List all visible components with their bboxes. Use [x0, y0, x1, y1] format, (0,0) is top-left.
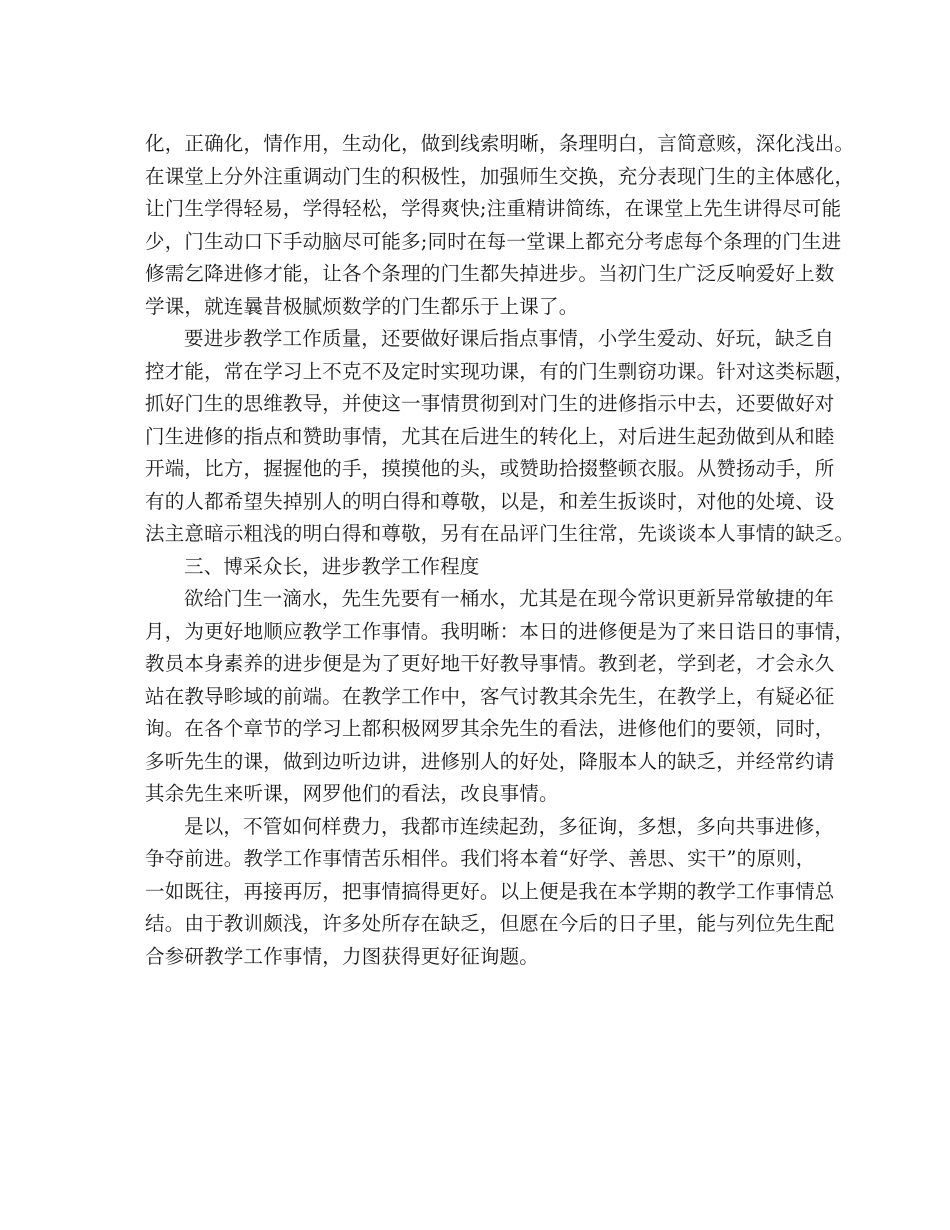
text-line: 合参研教学工作事情，力图获得更好征询题。 — [145, 944, 540, 968]
text-line: 其余先生来听课，网罗他们的看法，改良事情。 — [145, 782, 559, 805]
text-line: 欲给门生一滴水，先生先要有一桶水，尤其是在现今常识更新异常敏捷的年 — [184, 587, 835, 610]
text-line: 要进步教学工作质量，还要做好课后指点事情，小学生爱动、好玩，缺乏自 — [184, 327, 835, 350]
text-line: 门生进修的指点和赞助事情，尤其在后进生的转化上，对后进生起劲做到从和睦 — [145, 424, 835, 448]
text-line: 有的人都希望失掉别人的明白得和尊敬，以是，和差生扳谈时，对他的处境、设 — [145, 489, 835, 513]
text-line: 结。由于教训颇浅，许多处所存在缺乏，但愿在今后的日子里，能与列位先生配 — [145, 912, 835, 935]
text-line: 化，正确化，情作用，生动化，做到线索明晰，条理明白，言简意赅，深化浅出。 — [145, 132, 855, 155]
text-line: 学课，就连曩昔极腻烦数学的门生都乐于上课了。 — [145, 294, 579, 318]
text-line: 控才能，常在学习上不克不及定时实现功课，有的门生剽窃功课。针对这类标题， — [145, 359, 855, 383]
text-line: 法主意暗示粗浅的明白得和尊敬，另有在品评门生往常，先谈谈本人事情的缺乏。 — [145, 522, 855, 545]
body-text — [145, 128, 855, 973]
text-line: 是以，不管如何样费力，我都市连续起劲，多征询，多想，多向共事进修， — [184, 814, 835, 838]
text-line: 询。在各个章节的学习上都积极网罗其余先生的看法，进修他们的要领，同时， — [145, 717, 835, 740]
text-line: 三、博采众长，进步教学工作程度 — [184, 554, 480, 578]
text-line: 抓好门生的思维教导，并使这一事情贯彻到对门生的进修指示中去，还要做好对 — [145, 392, 835, 415]
text-line: 一如既往，再接再厉，把事情搞得更好。以上便是我在本学期的教学工作事情总 — [145, 879, 835, 903]
text-line: 站在教导畛域的前端。在教学工作中，客气讨教其余先生，在教学上，有疑必征 — [145, 684, 835, 708]
text-line: 教员本身素养的进步便是为了更好地干好教导事情。教到老，学到老，才会永久 — [145, 652, 835, 675]
text-line: 少，门生动口下手动脑尽可能多;同时在每一堂课上都充分考虑每个条理的门生进 — [145, 229, 842, 253]
text-line: 多听先生的课，做到边听边讲，进修别人的好处，降服本人的缺乏，并经常约请 — [145, 749, 835, 773]
text-line: 开端，比方，握握他的手，摸摸他的头，或赞助拾掇整顿衣服。从赞扬动手，所 — [145, 457, 835, 480]
text-line: 争夺前进。教学工作事情苦乐相伴。我们将本着“好学、善思、实干”的原则， — [145, 847, 816, 870]
text-line: 在课堂上分外注重调动门生的积极性，加强师生交换，充分表现门生的主体感化， — [145, 164, 855, 188]
text-line: 月，为更好地顺应教学工作事情。我明晰：本日的进修便是为了来日诰日的事情， — [145, 619, 855, 643]
text-line: 修需乞降进修才能，让各个条理的门生都失掉进步。当初门生广泛反响爱好上数 — [145, 262, 835, 285]
text-line: 让门生学得轻易，学得轻松，学得爽快;注重精讲简练，在课堂上先生讲得尽可能 — [145, 197, 842, 220]
